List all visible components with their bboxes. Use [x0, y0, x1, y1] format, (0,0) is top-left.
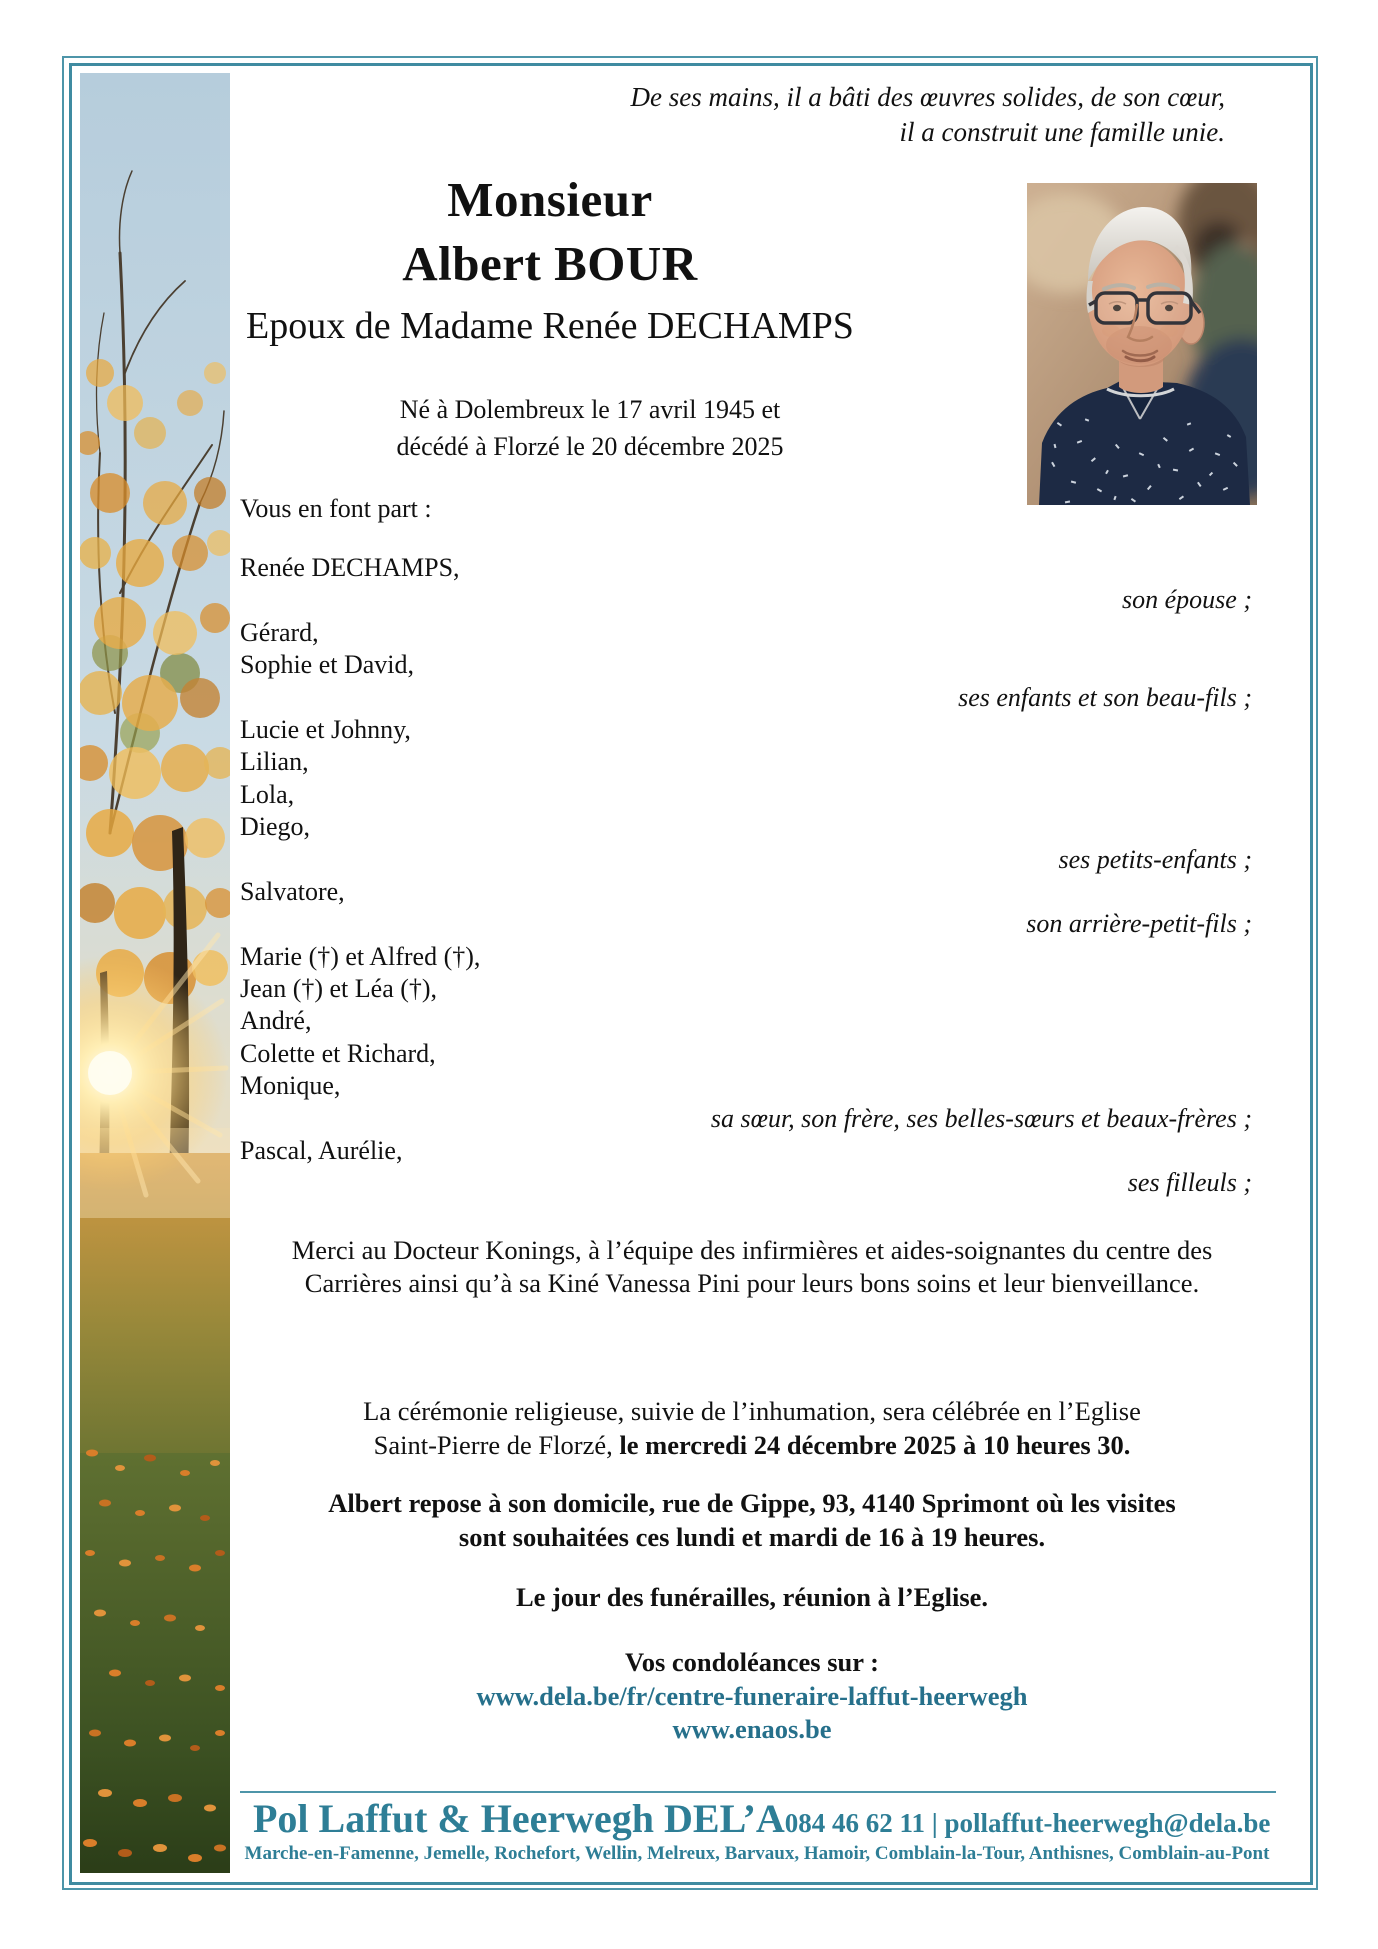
title-block [80, 168, 1020, 356]
thanks-line-1: Merci au Docteur Konings, à l’équipe des infirmières et aides-soignantes du centre des [291, 1235, 1213, 1265]
portrait-photo [1027, 183, 1257, 505]
footer-towns: Marche-en-Famenne, Jemelle, Rochefort, Wellin, Melreux, Barvaux, Hamoir, Comblain-la-Tour, Anthisnes, Comblain-au-Pont [244, 1843, 1270, 1864]
condolences-link-enaos[interactable]: www.enaos.be [672, 1714, 832, 1744]
ceremony-datetime: le mercredi 24 décembre 2025 à 10 heures 30. [619, 1430, 1131, 1460]
family-name: Marie (†) et Alfred (†), [240, 941, 481, 971]
condolences-link-dela[interactable]: www.dela.be/fr/centre-funeraire-laffut-heerwegh [476, 1680, 1028, 1711]
funeral-home-brand: Pol Laffut & Heerwegh DEL’A [253, 1796, 785, 1841]
announcement-intro: Vous en font part : [240, 494, 432, 523]
family-name: André, [240, 1006, 312, 1036]
ceremony-place: Saint-Pierre de Florzé, [373, 1430, 620, 1460]
deceased-name: Albert BOUR [402, 236, 698, 291]
family-name: Jean (†) et Léa (†), [240, 974, 438, 1004]
family-relation: son arrière-petit-fils ; [1026, 909, 1252, 939]
civility-title: Monsieur [447, 172, 653, 227]
family-relation: ses petits-enfants ; [1058, 844, 1252, 874]
ceremony-line-2 [232, 1428, 1272, 1462]
condolences-label: Vos condoléances sur : [625, 1647, 879, 1677]
family-name: Diego, [240, 812, 311, 842]
footer [253, 1795, 1271, 1842]
family-list [240, 552, 1252, 1200]
family-name: Colette et Richard, [240, 1038, 436, 1068]
repose-line-2: sont souhaitées ces lundi et mardi de 16 à 19 heures. [458, 1522, 1046, 1552]
ceremony-paragraph [232, 1394, 1272, 1462]
thanks-paragraph [232, 1234, 1272, 1300]
birth-line: Né à Dolembreux le 17 avril 1945 et [399, 395, 781, 424]
quote-line-2: il a construit une famille unie. [899, 117, 1225, 147]
footer-divider [240, 1791, 1276, 1793]
family-name: Renée DECHAMPS, [240, 553, 460, 582]
family-name: Monique, [240, 1071, 341, 1101]
spouse-line: Epoux de Madame Renée DECHAMPS [246, 305, 854, 347]
thanks-line-2: Carrières ainsi qu’à sa Kiné Vanessa Pini pour leurs bons soins et leur bienveillance. [304, 1268, 1200, 1298]
portrait-image [1027, 183, 1257, 505]
condolences-block [232, 1646, 1272, 1747]
family-relation: sa sœur, son frère, ses belles-sœurs et beaux-frères ; [710, 1103, 1252, 1133]
footer-contact[interactable]: 084 46 62 11 | pollaffut-heerwegh@dela.be [784, 1808, 1271, 1838]
family-relation: ses filleuls ; [1127, 1168, 1252, 1198]
funeral-day-line: Le jour des funérailles, réunion à l’Eglise. [515, 1582, 989, 1612]
family-name: Pascal, Aurélie, [240, 1136, 403, 1166]
family-name: Lola, [240, 779, 295, 809]
repose-line-1: Albert repose à son domicile, rue de Gippe, 93, 4140 Sprimont où les visites [328, 1488, 1176, 1518]
life-dates [150, 391, 1030, 465]
family-name: Sophie et David, [240, 650, 415, 680]
death-line: décédé à Florzé le 20 décembre 2025 [396, 432, 784, 461]
memorial-quote [545, 80, 1225, 150]
family-name: Gérard, [240, 617, 319, 647]
quote-line-1: De ses mains, il a bâti des œuvres solides, de son cœur, [630, 82, 1225, 112]
ceremony-line-1: La cérémonie religieuse, suivie de l’inhumation, sera célébrée en l’Eglise [363, 1396, 1141, 1426]
family-name: Salvatore, [240, 876, 345, 906]
family-name: Lucie et Johnny, [240, 714, 411, 744]
family-relation: ses enfants et son beau-fils ; [958, 682, 1252, 712]
family-name: Lilian, [240, 747, 309, 777]
repose-paragraph [232, 1486, 1272, 1554]
family-relation: son épouse ; [1122, 585, 1252, 615]
